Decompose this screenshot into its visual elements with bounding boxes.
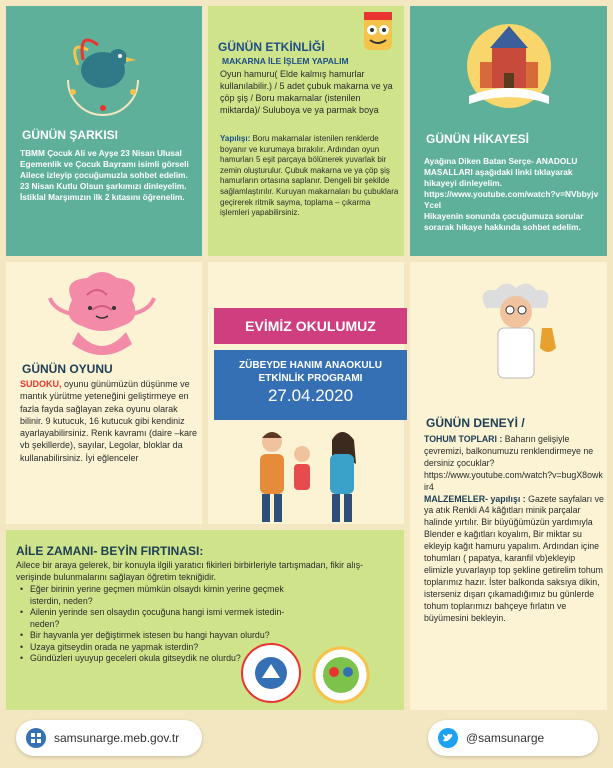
list-item: • Uzaya gitseydin orada ne yapmak isterdin?: [20, 642, 310, 654]
program-name: ETKİNLİK PROGRAMI: [258, 373, 363, 384]
experiment-panel: [410, 262, 607, 710]
activity-how: [220, 134, 400, 219]
pencil-character-icon: [354, 8, 404, 58]
experiment-mat-text: Gazete sayfaları ve ya atık Renkli A4 kâğıtları minik parçalar halinde yırtılır. Bir büyüğümüzün yardımıyla Blender e kağıtları koyalım, Bir miktar su ekleyip kağıt hamuru yapalım. Ardından içine tohumları ( papatya, karanfil vb)ekleyip elimizle yuvarlayıp top şekline getirelim tohum toplarımız hazır. İster balkonda saksıya dikin, isterseniz dışarı çıkamadığımız bu günlerde tohum toplarımızı bahçeye fırlatın ve büyümesini bekleyin.: [424, 493, 604, 623]
game-panel: [6, 262, 202, 524]
experiment-sub-label: TOHUM TOPLARI :: [424, 434, 503, 444]
twitter-link[interactable]: [428, 720, 598, 756]
twitter-text: @samsunarge: [466, 731, 545, 745]
list-item: • Ailenin yerinde sen olsaydın çocuğuna hangi ismi vermek istedin- neden?: [20, 607, 310, 630]
bird-icon: [48, 20, 158, 120]
school-name: ZÜBEYDE HANIM ANAOKULU: [239, 360, 382, 371]
activity-how-text: Boru makarnalar istenilen renklerde boyanır ve kurumaya bırakılır. Ardından oyun hamurları 5 eşit parçaya bölünerek yuvarlak bir zemin oluşturulur. Çubuk makarna ve ya çöp şiş hamurların ortasına saplanır. Dengeli bir şekilde sağlamlaştırılır. Kuruyan makarnaları bu çubuklara geçirerek ritmik sayma, toplama – çıkarma işlemleri yapabilirsiniz.: [220, 134, 399, 218]
game-text: oyunu günümüzün düşünme ve mantık yürütme yeteneğini geliştirmeye en fazla fayda sağlayan zeka oyunu olarak bilinir. 9 kutucuk, 16 kutucuk gibi kendiniz ayarlayabilirsiniz. Renk kavramı (daire –kare vb şekillerde), sayılar, Legolar, bloklar da kullanabilirsiniz. İyi eğlenceler: [20, 379, 198, 463]
activity-panel: [208, 6, 404, 256]
family-time-title: AİLE ZAMANI- BEYİN FIRTINASI:: [16, 544, 204, 558]
main-banner: EVİMİZ OKULUMUZ: [214, 308, 407, 344]
family-time-panel: [6, 530, 404, 710]
experiment-mat-label: MALZEMELER- yapılışı :: [424, 493, 526, 504]
story-text-block: [424, 156, 602, 233]
activity-subtitle: MAKARNA İLE İŞLEM YAPALIM: [222, 56, 349, 66]
experiment-sub-text: Baharın gelişiyle çevremizi, balkonumuzu renklendirmeye ne dersiniz çocuklar?: [424, 434, 594, 468]
activity-how-label: Yapılışı:: [220, 134, 251, 143]
story-panel: [410, 6, 607, 256]
experiment-title: GÜNÜN DENEYİ /: [426, 416, 525, 430]
story-title: GÜNÜN HİKAYESİ: [426, 132, 529, 146]
experiment-text-block: [424, 434, 604, 625]
program-banner: [214, 350, 407, 420]
scientist-icon: [466, 278, 566, 388]
castle-book-icon: [454, 18, 564, 118]
game-title: GÜNÜN OYUNU: [22, 362, 113, 376]
experiment-link[interactable]: https://www.youtube.com/watch?v=bugX8owkir4: [424, 469, 603, 492]
game-text-block: [20, 378, 198, 464]
song-title: GÜNÜN ŞARKISI: [22, 128, 119, 142]
activity-title: GÜNÜN ETKİNLİĞİ: [218, 40, 325, 54]
song-panel: [6, 6, 202, 256]
story-text: Ayağına Diken Batan Serçe- ANADOLU MASALLARI aşağıdaki linki tıklayarak hikayeyi dinleyelim.: [424, 156, 578, 188]
twitter-icon: [438, 728, 458, 748]
list-item: • Bir hayvanla yer değiştirmek istesen bu hangi hayvan olurdu?: [20, 630, 310, 642]
evdeyiz-logo: [312, 646, 370, 704]
list-item: • Gündüzleri uyuyup geceleri okula gitseydik ne olurdu?: [20, 653, 310, 665]
song-text: TBMM Çocuk Ali ve Ayşe 23 Nisan Ulusal Egemenlik ve Çocuk Bayramı isimli görseli Ailece izleyip çocuğumuzla sohbet edelim. 23 Nisan Kutlu Olsun şarkımızı dinleyelim. İstiklal Marşımızın ilk 2 kıtasını öğrenelim.: [20, 148, 189, 202]
activity-materials: Oyun hamuru( Elde kalmış hamurlar kullanılabilir.) / 5 adet çubuk makarna ve ya çöp şiş / Boru makarnalar (istenilen miktarda)/ Suluboya ve ya parmak boya: [220, 69, 393, 115]
website-text: samsunarge.meb.gov.tr: [54, 731, 180, 745]
windows-icon: [26, 728, 46, 748]
family-time-intro: Ailece bir araya gelerek, bir konuyla ilgili yaratıcı fikirleri birbirleriyle tartışmadan, fikir alış-verişinde bulunmalarını sağlayan öğretim tekniğidir.: [16, 560, 364, 582]
website-link[interactable]: [16, 720, 202, 756]
program-date: 27.04.2020: [267, 386, 354, 405]
story-after: Hikayenin sonunda çocuğumuza sorular sorarak hikaye hakkında sohbet edelim.: [424, 211, 584, 232]
game-highlight: SUDOKU,: [20, 379, 62, 389]
brain-meditation-icon: [42, 270, 162, 366]
family-illustration: [232, 424, 382, 524]
meb-logo: [240, 642, 302, 704]
list-item: • Eğer birinin yerine geçmen mümkün olsaydı kimin yerine geçmek isterdin, neden?: [20, 584, 310, 607]
story-link[interactable]: https://www.youtube.com/watch?v=NVbbyjvYceI: [424, 189, 599, 210]
